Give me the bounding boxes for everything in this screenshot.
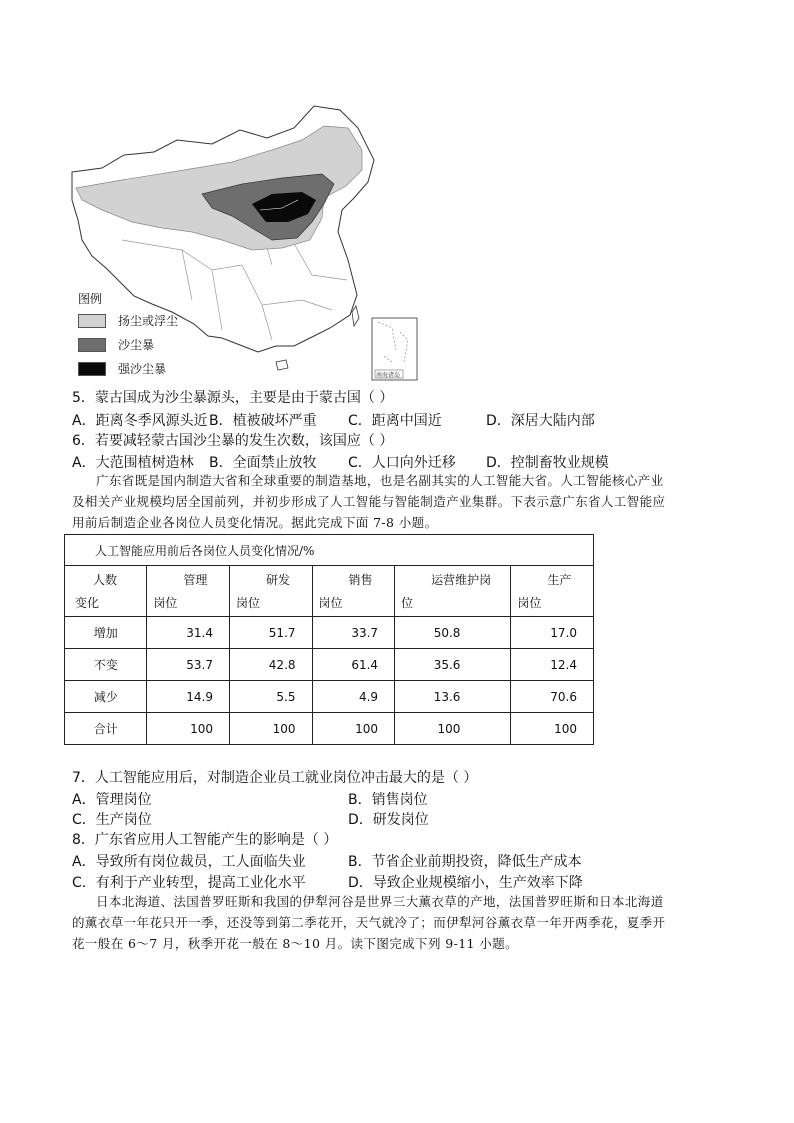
table-cell: 35.6: [395, 649, 511, 681]
table-cell: 12.4: [511, 649, 594, 681]
question-8-options-row2: [0, 872, 794, 892]
table-cell: 61.4: [312, 649, 395, 681]
question-8-stem: 8．广东省应用人工智能产生的影响是（ ）: [72, 832, 338, 848]
row-label: 合计: [65, 713, 147, 745]
row-label: 不变: [65, 649, 147, 681]
staff-change-table: [64, 534, 594, 745]
table-cell: 100: [395, 713, 511, 745]
question-7-options-row1: [0, 789, 794, 809]
table-cell: 53.7: [147, 649, 230, 681]
table-header-cell: 管理 岗位: [147, 566, 230, 617]
table-row: [65, 617, 594, 649]
south-china-sea-inset: [372, 318, 417, 380]
legend-swatch-medium: [78, 338, 106, 352]
table-row: [65, 649, 594, 681]
table-cell: 100: [312, 713, 395, 745]
table-cell: 50.8: [395, 617, 511, 649]
question-6-options: [0, 452, 794, 472]
passage-line: 日本北海道、法国普罗旺斯和我国的伊犁河谷是世界三大薰衣草的产地，法国普罗旺斯和日本北海道: [96, 894, 664, 909]
legend-title: 图例: [78, 292, 103, 306]
table-cell: 51.7: [229, 617, 312, 649]
table-header-cell: 销售 岗位: [312, 566, 395, 617]
option-d[interactable]: D．深居大陆内部: [486, 413, 595, 429]
passage-line: 用前后制造企业各岗位人员变化情况。据此完成下面 7-8 小题。: [72, 515, 438, 530]
option-a[interactable]: A．管理岗位: [72, 792, 152, 808]
question-8-options-row1: [0, 851, 794, 871]
table-cell: 5.5: [229, 681, 312, 713]
question-7-stem: 7．人工智能应用后，对制造企业员工就业岗位冲击最大的是（ ）: [72, 770, 478, 786]
table-header-cell: 运营维护岗 位: [395, 566, 511, 617]
option-b[interactable]: B．植被破坏严重: [209, 413, 317, 429]
legend-label: 强沙尘暴: [118, 362, 167, 376]
legend-label: 沙尘暴: [118, 338, 155, 352]
table-corner-cell: 人数 变化: [65, 566, 147, 617]
passage-line: 及相关产业规模均居全国前列，并初步形成了人工智能与智能制造产业集群。下表示意广东省人工智能应: [72, 494, 666, 509]
passage-lavender: [72, 891, 722, 954]
option-b[interactable]: B．全面禁止放牧: [209, 455, 317, 471]
option-b[interactable]: B．节省企业前期投资，降低生产成本: [348, 854, 582, 870]
question-5-options: [0, 410, 794, 430]
passage-ai-guangdong: [72, 470, 722, 533]
table-cell: 100: [147, 713, 230, 745]
table-cell: 17.0: [511, 617, 594, 649]
table-cell: 31.4: [147, 617, 230, 649]
table-cell: 33.7: [312, 617, 395, 649]
option-c[interactable]: C．生产岗位: [72, 812, 152, 828]
legend-item-strong: [78, 360, 166, 377]
table-header-cell: 生产 岗位: [511, 566, 594, 617]
row-label: 减少: [65, 681, 147, 713]
table-cell: 100: [511, 713, 594, 745]
table-header-cell: 研发 岗位: [229, 566, 312, 617]
passage-line: 的薰衣草一年花只开一季，还没等到第二季花开，天气就冷了；而伊犁河谷薰衣草一年开两季花，夏季开: [72, 915, 666, 930]
table-cell: 14.9: [147, 681, 230, 713]
option-c[interactable]: C．人口向外迁移: [348, 455, 456, 471]
table-cell: 4.9: [312, 681, 395, 713]
table-cell: 70.6: [511, 681, 594, 713]
question-5-stem: 5．蒙古国成为沙尘暴源头，主要是由于蒙古国（ ）: [72, 390, 394, 406]
table-caption: 人工智能应用前后各岗位人员变化情况/%: [65, 535, 594, 566]
table-header-row: [65, 566, 594, 617]
option-d[interactable]: D．导致企业规模缩小，生产效率下降: [348, 875, 583, 891]
legend-swatch-light: [78, 314, 106, 328]
table-row: [65, 681, 594, 713]
row-label: 增加: [65, 617, 147, 649]
option-c[interactable]: C．有利于产业转型，提高工业化水平: [72, 875, 306, 891]
legend-item-sandstorm: [78, 336, 154, 353]
option-a[interactable]: A．导致所有岗位裁员，工人面临失业: [72, 854, 306, 870]
question-6-stem: 6．若要减轻蒙古国沙尘暴的发生次数，该国应（ ）: [72, 433, 394, 449]
table-cell: 100: [229, 713, 312, 745]
option-a[interactable]: A．大范围植树造林: [72, 455, 194, 471]
option-d[interactable]: D．研发岗位: [348, 812, 429, 828]
passage-line: 广东省既是国内制造大省和全球重要的制造基地，也是名副其实的人工智能大省。人工智能核心产业: [96, 473, 664, 488]
table-cell: 42.8: [229, 649, 312, 681]
table-row: [65, 713, 594, 745]
legend-item-dust: [78, 312, 178, 329]
table-cell: 13.6: [395, 681, 511, 713]
inset-label: 南海诸岛: [376, 372, 401, 379]
option-d[interactable]: D．控制畜牧业规模: [486, 455, 609, 471]
passage-line: 花一般在 6～7 月，秋季开花一般在 8～10 月。读下图完成下列 9-11 小题。: [72, 936, 518, 951]
legend-label: 扬尘或浮尘: [118, 314, 179, 328]
option-a[interactable]: A．距离冬季风源头近: [72, 413, 208, 429]
question-7-options-row2: [0, 809, 794, 829]
legend-swatch-strong: [78, 362, 106, 376]
option-b[interactable]: B．销售岗位: [348, 792, 428, 808]
option-c[interactable]: C．距离中国近: [348, 413, 442, 429]
